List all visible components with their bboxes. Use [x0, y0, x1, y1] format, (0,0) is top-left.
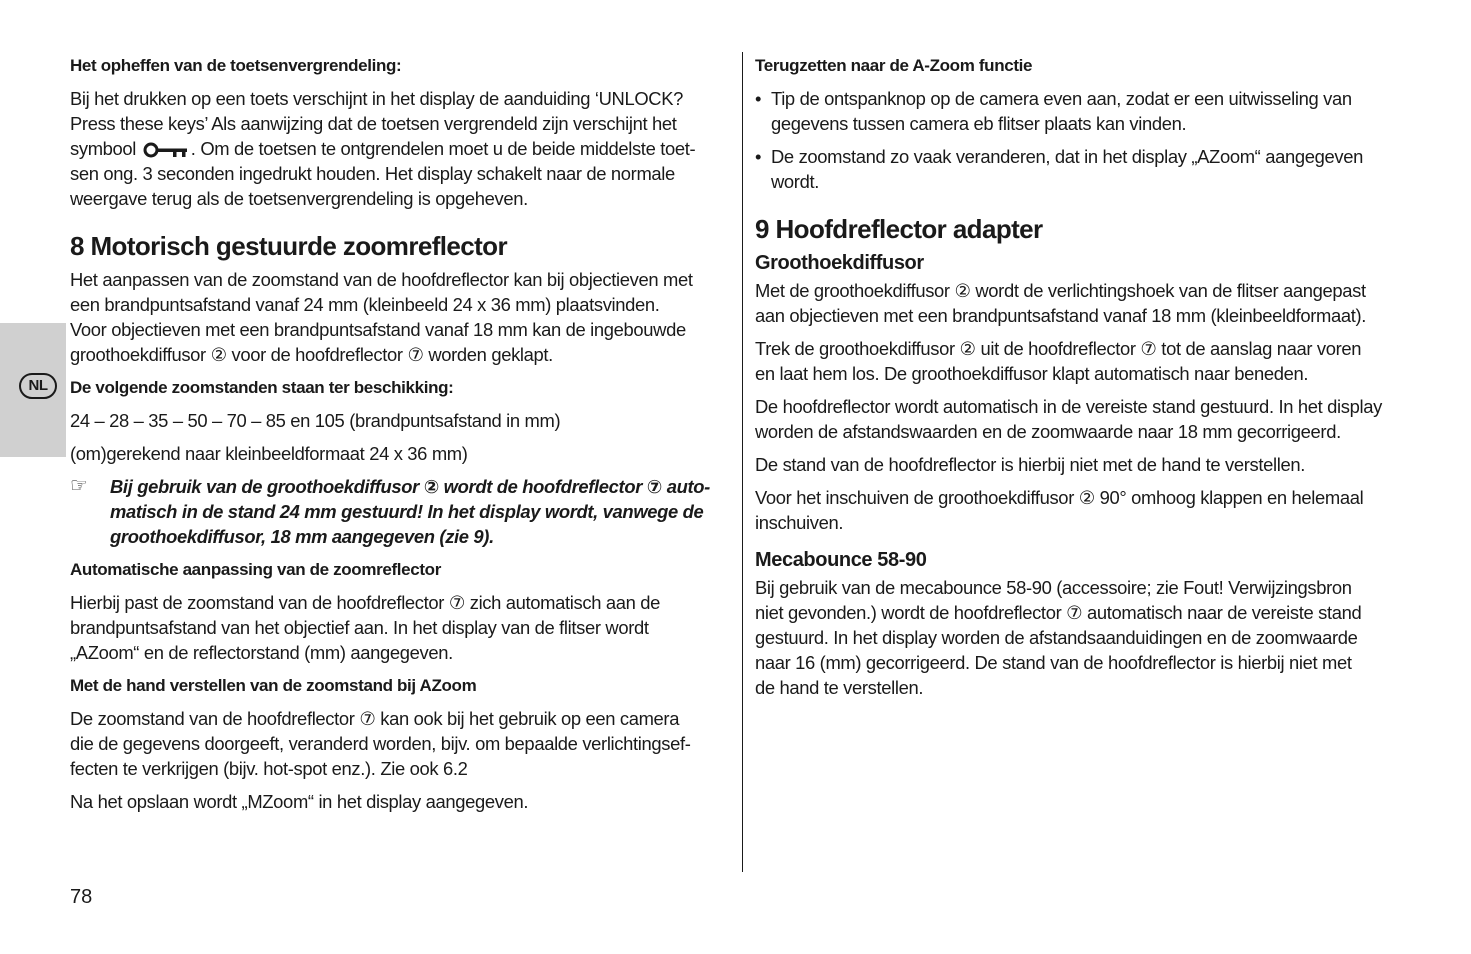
- manual-zoom-text: De zoomstand van de hoofdreflector ⑦ kan ook bij het gebruik op een camera die de gegevens doorgeeft, veranderd worden, bijv. om bepaalde verlichtingsef- fecten te verkrijgen (bijv. hot-spot enz.). Zie ook 6.2: [70, 708, 691, 779]
- zoom-positions-values: 24 – 28 – 35 – 50 – 70 – 85 en 105 (brandpuntsafstand in mm): [70, 410, 561, 431]
- bullet-text: De zoomstand zo vaak veranderen, dat in het display „AZoom“ aangegeven wordt.: [771, 146, 1363, 192]
- zoom-positions-note: (om)gerekend naar kleinbeeldformaat 24 x 36 mm): [70, 443, 468, 464]
- section-8-intro: Het aanpassen van de zoomstand van de hoofdreflector kan bij objectieven met een brandpuntsafstand vanaf 24 mm (kleinbeeld 24 x 36 mm) plaatsvinden. Voor objectieven met een brandpuntsafstand vanaf 18 mm kan de ingebouwde groothoekdiffusor ② voor de hoofdreflector ⑦ worden geklapt.: [70, 269, 693, 365]
- bullet-text: Tip de ontspanknop op de camera even aan, zodat er een uitwisseling van gegevens tussen camera eb flitser plaats kan vinden.: [771, 88, 1352, 134]
- column-divider: [742, 52, 743, 872]
- pointing-hand-icon: ☞: [70, 475, 88, 497]
- section-8-title: 8 Motorisch gestuurde zoomreflector: [70, 231, 507, 261]
- key-icon: [143, 142, 189, 158]
- unlock-paragraph: [70, 86, 728, 211]
- unlock-heading: Het opheffen van de toetsenvergrendeling:: [70, 56, 402, 75]
- wide-angle-text-3: De hoofdreflector wordt automatisch in de vereiste stand gestuurd. In het display worden de afstandswaarden en de zoomwaarde naar 18 mm gecorrigeerd.: [755, 396, 1382, 442]
- page-number: 78: [70, 886, 93, 908]
- wide-angle-note: [70, 474, 728, 549]
- unlock-text-a: Bij het drukken op een toets verschijnt in het display de aanduiding ‘UNLOCK? Press these keys’ Als aanwijzing dat de toetsen vergrendeld zijn verschijnt het symbool: [70, 88, 684, 159]
- auto-zoom-heading: Automatische aanpassing van de zoomreflector: [70, 560, 441, 579]
- wide-angle-diffuser-heading: Groothoekdiffusor: [755, 252, 924, 274]
- wide-angle-text-1: Met de groothoekdiffusor ② wordt de verlichtingshoek van de flitser aangepast aan objectieven met een brandpuntsafstand vanaf 18 mm (kleinbeeldformaat).: [755, 280, 1367, 326]
- bullet-item: [755, 86, 1415, 136]
- wide-angle-note-text: Bij gebruik van de groothoekdiffusor ② wordt de hoofdreflector ⑦ auto- matisch in de stand 24 mm gestuurd! In het display wordt, vanwege de groothoekdiffusor, 18 mm aangegeven (zie 9).: [110, 476, 710, 547]
- zoom-positions-heading: De volgende zoomstanden staan ter beschikking:: [70, 378, 454, 397]
- language-badge: NL: [19, 373, 57, 399]
- section-9-title: 9 Hoofdreflector adapter: [755, 214, 1043, 244]
- left-column: [70, 53, 728, 822]
- reset-azoom-heading: Terugzetten naar de A-Zoom functie: [755, 56, 1033, 75]
- right-column: [755, 53, 1415, 708]
- wide-angle-text-2: Trek de groothoekdiffusor ② uit de hoofdreflector ⑦ tot de aanslag naar voren en laat hem los. De groothoekdiffusor klapt automatisch naar beneden.: [755, 338, 1362, 384]
- mecabounce-heading: Mecabounce 58-90: [755, 549, 927, 571]
- mecabounce-text: Bij gebruik van de mecabounce 58-90 (accessoire; zie Fout! Verwijzingsbron niet gevonden.) wordt de hoofdreflector ⑦ automatisch naar de vereiste stand gestuurd. In het display worden de afstandsaanduidingen en de zoomwaarde naar 16 (mm) gecorrigeerd. De stand van de hoofdreflector is hierbij niet met de hand te verstellen.: [755, 577, 1362, 698]
- unlock-text-b: . Om de toetsen te ontgrendelen moet u de beide middelste toet- sen ong. 3 seconden ingedrukt houden. Het display schakelt naar de normale weergave terug als de toetsenvergrendeling is opgeheven.: [70, 138, 696, 209]
- bullet-dot: •: [755, 146, 762, 167]
- wide-angle-text-5: Voor het inschuiven de groothoekdiffusor ② 90° omhoog klappen en helemaal inschuiven.: [755, 487, 1364, 533]
- bullet-dot: •: [755, 88, 762, 109]
- bullet-item: [755, 144, 1415, 194]
- wide-angle-text-4: De stand van de hoofdreflector is hierbij niet met de hand te verstellen.: [755, 454, 1306, 475]
- mzoom-text: Na het opslaan wordt „MZoom“ in het display aangegeven.: [70, 791, 529, 812]
- auto-zoom-text: Hierbij past de zoomstand van de hoofdreflector ⑦ zich automatisch aan de brandpuntsafstand van het objectief aan. In het display van de flitser wordt „AZoom“ en de reflectorstand (mm) aangegeven.: [70, 592, 660, 663]
- manual-zoom-heading: Met de hand verstellen van de zoomstand bij AZoom: [70, 676, 477, 695]
